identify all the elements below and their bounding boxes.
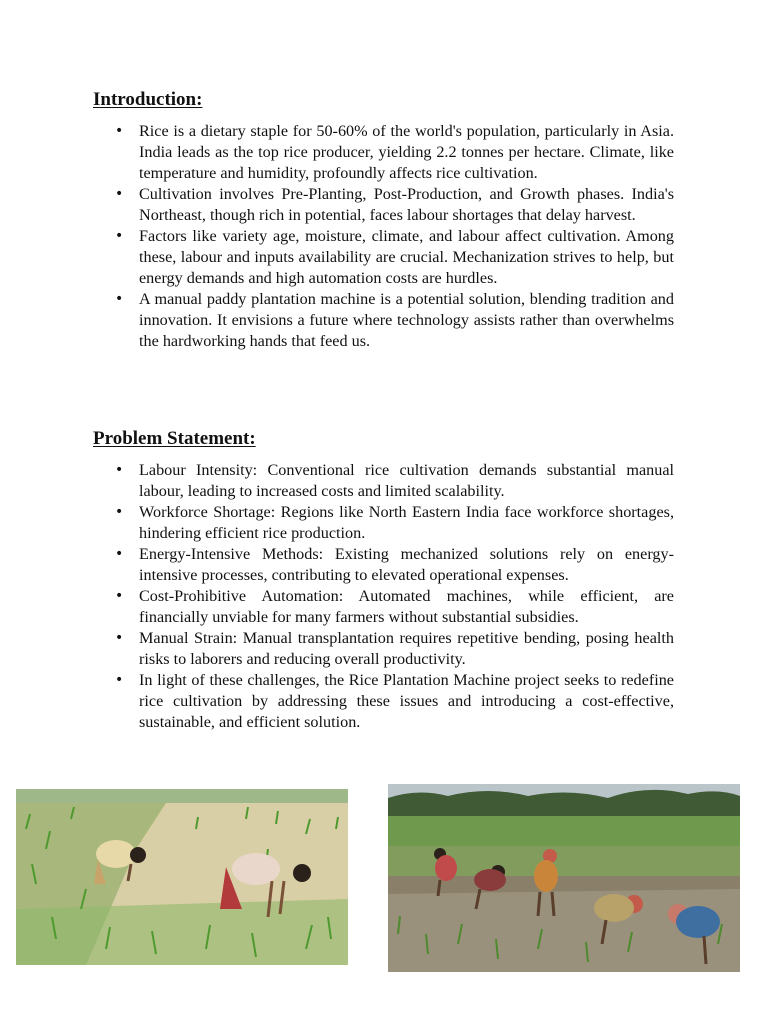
rice-transplanting-photo-left: [16, 789, 348, 965]
problem-statement-heading: Problem Statement:: [93, 428, 256, 449]
problem-statement-list: [139, 460, 674, 733]
list-item: • A manual paddy plantation machine is a potential solution, blending tradition and innovation. It envisions a future where technology assists rather than overwhelms the hardworking hands that feed us.: [139, 289, 674, 352]
list-item: • Rice is a dietary staple for 50-60% of the world's population, particularly in Asia. India leads as the top rice producer, yielding 2.2 tonnes per hectare. Climate, like temperature and humidity, profoundly affects rice cultivation.: [139, 121, 674, 184]
introduction-heading: Introduction:: [93, 89, 203, 110]
list-item: • Workforce Shortage: Regions like North Eastern India face workforce shortages, hindering efficient rice production.: [139, 502, 674, 544]
list-item: • In light of these challenges, the Rice Plantation Machine project seeks to redefine rice cultivation by addressing these issues and introducing a cost-effective, sustainable, and efficient solution.: [139, 670, 674, 733]
list-item: • Factors like variety age, moisture, climate, and labour affect cultivation. Among these, labour and inputs availability are crucial. Mechanization strives to help, but energy demands and high automation costs are hurdles.: [139, 226, 674, 289]
list-item: • Manual Strain: Manual transplantation requires repetitive bending, posing health risks to laborers and reducing overall productivity.: [139, 628, 674, 670]
introduction-list: [139, 121, 674, 352]
list-item: • Cultivation involves Pre-Planting, Post-Production, and Growth phases. India's Northeast, though rich in potential, faces labour shortages that delay harvest.: [139, 184, 674, 226]
list-item: • Energy-Intensive Methods: Existing mechanized solutions rely on energy-intensive processes, contributing to elevated operational expenses.: [139, 544, 674, 586]
list-item: • Labour Intensity: Conventional rice cultivation demands substantial manual labour, leading to increased costs and limited scalability.: [139, 460, 674, 502]
rice-transplanting-photo-right: [388, 784, 740, 972]
list-item: • Cost-Prohibitive Automation: Automated machines, while efficient, are financially unviable for many farmers without substantial subsidies.: [139, 586, 674, 628]
